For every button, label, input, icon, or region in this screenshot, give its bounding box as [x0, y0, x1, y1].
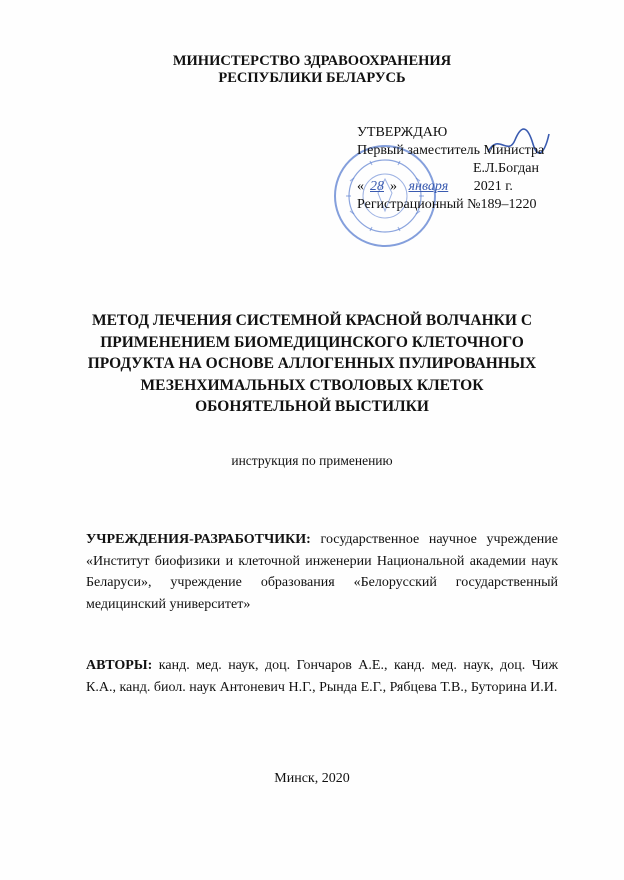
developers-label: УЧРЕЖДЕНИЯ-РАЗРАБОТЧИКИ:	[86, 532, 311, 547]
date-close-quote: »	[390, 179, 397, 194]
developers-paragraph	[86, 529, 558, 615]
title-line: ПРОДУКТА НА ОСНОВЕ АЛЛОГЕННЫХ ПУЛИРОВАННЫХ	[87, 355, 537, 372]
title-line: МЕТОД ЛЕЧЕНИЯ СИСТЕМНОЙ КРАСНОЙ ВОЛЧАНКИ С	[91, 312, 533, 329]
date-year: 2021 г.	[473, 179, 513, 194]
approval-date	[357, 178, 587, 196]
title-line: ОБОНЯТЕЛЬНОЙ ВЫСТИЛКИ	[195, 398, 429, 415]
ministry-header	[0, 53, 624, 87]
date-month: января	[408, 179, 449, 194]
ministry-line-1: МИНИСТЕРСТВО ЗДРАВООХРАНЕНИЯ	[172, 53, 452, 69]
city-year: Минск, 2020	[274, 771, 350, 786]
ministry-line-2: РЕСПУБЛИКИ БЕЛАРУСЬ	[218, 70, 406, 86]
approval-name: Е.Л.Богдан	[473, 161, 539, 176]
approval-block	[357, 124, 587, 214]
authors-text: канд. мед. наук, доц. Гончаров А.Е., канд. мед. наук, доц. Чиж К.А., канд. биол. наук Антоневич Н.Г., Рында Е.Г., Рябцева Т.В., Буторина И.И.	[86, 658, 558, 695]
document-subtitle: инструкция по применению	[231, 453, 393, 468]
authors-label: АВТОРЫ:	[86, 658, 153, 673]
title-line: МЕЗЕНХИМАЛЬНЫХ СТВОЛОВЫХ КЛЕТОК	[140, 376, 484, 394]
date-day: 28	[370, 179, 384, 194]
document-title	[0, 310, 624, 418]
date-open-quote: «	[357, 179, 364, 194]
approval-heading: УТВЕРЖДАЮ	[357, 125, 448, 140]
approval-position: Первый заместитель Министра	[357, 143, 545, 158]
authors-paragraph	[86, 655, 558, 698]
developers-text: государственное научное учреждение «Институт биофизики и клеточной инженерии Национальной академии наук Беларуси», учреждение образования «Белорусский государственный медицинский университет»	[86, 532, 558, 612]
approval-registration: Регистрационный №189–1220	[357, 197, 537, 212]
title-line: ПРИМЕНЕНИЕМ БИОМЕДИЦИНСКОГО КЛЕТОЧНОГО	[100, 333, 524, 351]
